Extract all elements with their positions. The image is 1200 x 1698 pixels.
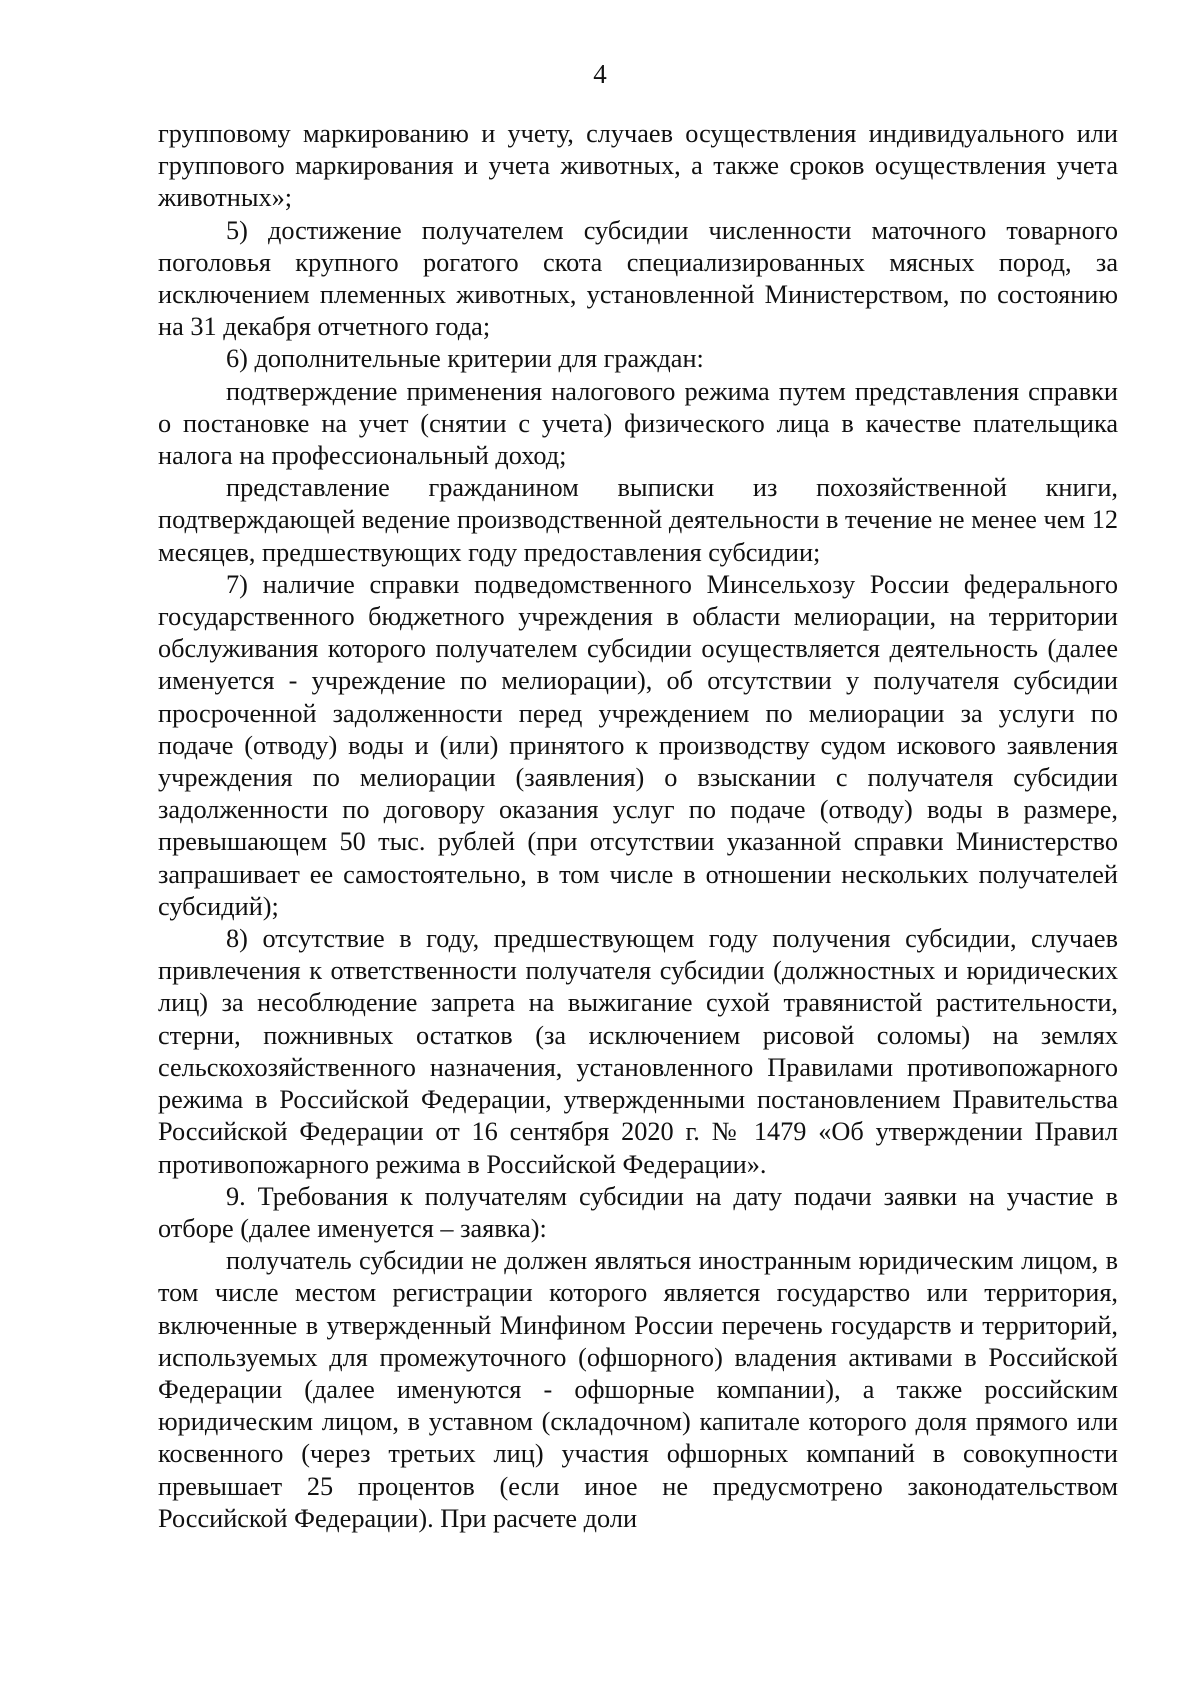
page-number: 4 (593, 59, 607, 89)
paragraph-item-6: 6) дополнительные критерии для граждан: (226, 344, 704, 374)
paragraph-item-9-offshore: получатель субсидии не должен являться иностранным юридическим лицом, в том числе местом регистрации которого является государство или территория, включенные в утвержденный Минфином России перечень государств и территорий, используемых для промежуточного (офшорного) владения активами в Российской Федерации (далее именуются - офшорные компании), а также российским юридическим лицом, в уставном (складочном) капитале которого доля прямого или косвенного (через третьих лиц) участия офшорных компаний в совокупности превышает 25 процентов (если иное не предусмотрено законодательством Российской Федерации). При расчете доли (158, 1246, 1118, 1533)
paragraph-item-6-tax-regime: подтверждение применения налогового режима путем представления справки о постановке на учет (снятии с учета) физического лица в качестве плательщика налога на профессиональный доход; (158, 376, 1118, 471)
paragraph-item-8: 8) отсутствие в году, предшествующем году получения субсидии, случаев привлечения к ответственности получателя субсидии (должностных и юридических лиц) за несоблюдение запрета на выжигание сухой травянистой растительности, стерни, пожнивных остатков (за исключением рисовой соломы) на землях сельскохозяйственного назначения, установленного Правилами противопожарного режима в Российской Федерации, утвержденными постановлением Правительства Российской Федерации от 16 сентября 2020 г. № 1479 «Об утверждении Правил противопожарного режима в Российской Федерации». (158, 924, 1118, 1179)
paragraph-item-9: 9. Требования к получателям субсидии на дату подачи заявки на участие в отборе (далее именуется – заявка): (158, 1181, 1118, 1243)
paragraph-item-5: 5) достижение получателем субсидии численности маточного товарного поголовья крупного рогатого скота специализированных мясных пород, за исключением племенных животных, установленной Министерством, по состоянию на 31 декабря отчетного года; (158, 215, 1118, 342)
paragraph-item-7: 7) наличие справки подведомственного Минсельхозу России федерального государственного бюджетного учреждения в области мелиорации, на территории обслуживания которого получателем субсидии осуществляется деятельность (далее именуется - учреждение по мелиорации), об отсутствии у получателя субсидии просроченной задолженности перед учреждением по мелиорации за услуги по подаче (отводу) воды и (или) принятого к производству судом искового заявления учреждения по мелиорации (заявления) о взыскании с получателя субсидии задолженности по договору оказания услуг по подаче (отводу) воды в размере, превышающем 50 тыс. рублей (при отсутствии указанной справки Министерство запрашивает ее самостоятельно, в том числе в отношении нескольких получателей субсидий); (158, 569, 1118, 921)
paragraph-item-6-household-book: представление гражданином выписки из похозяйственной книги, подтверждающей ведение производственной деятельности в течение не менее чем 12 месяцев, предшествующих году предоставления субсидии; (158, 473, 1118, 567)
document-body (158, 118, 1118, 1535)
paragraph-continuation: групповому маркированию и учету, случаев осуществления индивидуального или группового маркирования и учета животных, а также сроков осуществления учета животных»; (158, 119, 1118, 213)
